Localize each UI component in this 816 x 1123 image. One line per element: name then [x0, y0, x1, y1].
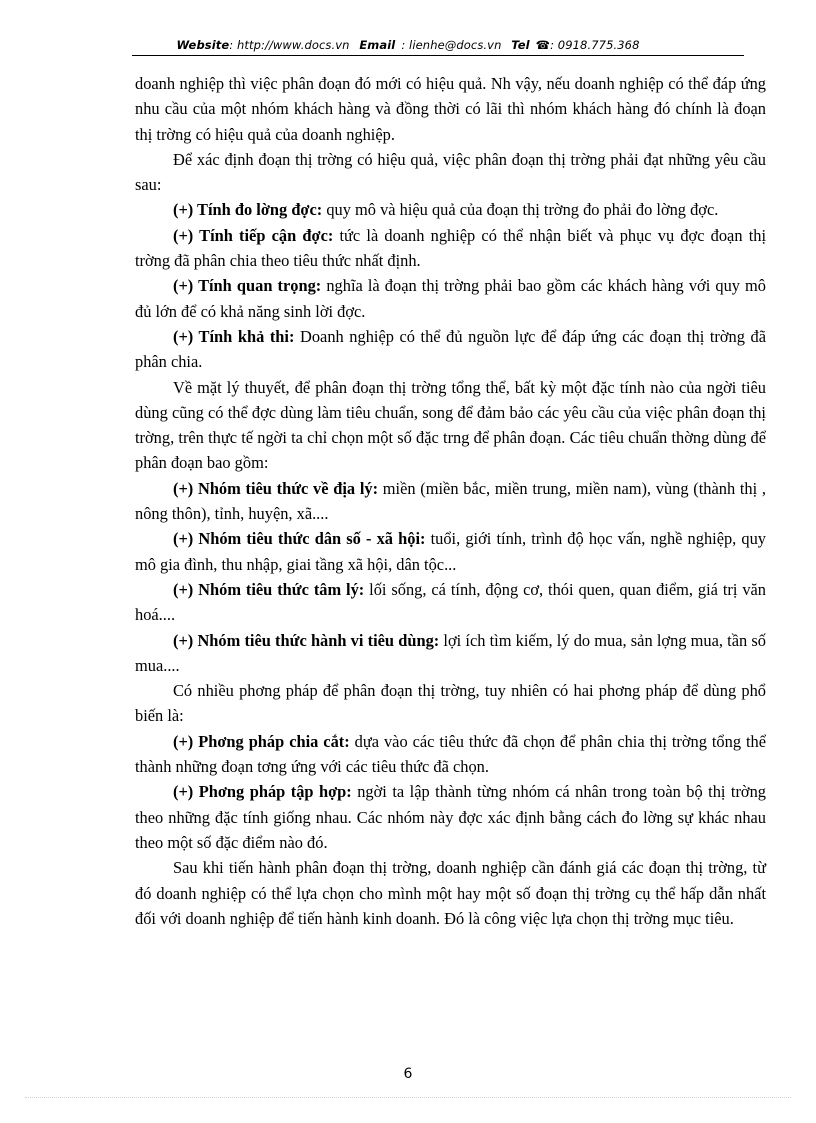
footer-divider: [25, 1097, 791, 1098]
list-item: [135, 324, 766, 375]
list-item: [135, 729, 766, 780]
phone-icon: ☎: [535, 38, 551, 52]
header-divider: [132, 55, 744, 56]
paragraph-text: doanh nghiệp thì việc phân đoạn đó mới có hiệu quả. Nh vậy, nếu doanh nghiệp có thể đáp ứng nhu cầu của một nhóm khách hàng và đồng thời có lãi thì nhóm khách hàng đó chính là đoạn thị trờng có hiệu quả của doanh nghiệp.: [135, 74, 766, 144]
list-item: [135, 577, 766, 628]
list-item: [135, 476, 766, 527]
paragraph: [135, 147, 766, 198]
list-item-title: (+) Nhóm tiêu thức dân số - xã hội:: [173, 529, 426, 549]
list-item-title: (+) Phơng pháp chia cắt:: [173, 731, 350, 751]
list-item-text: tuổi, giới tính, trình độ học vấn, nghề nghiệp, quy mô gia đình, thu nhập, giai tầng xã hội, dân tộc...: [135, 529, 766, 574]
list-item: [135, 197, 766, 222]
list-item-title: (+) Tính tiếp cận đợc:: [173, 225, 334, 245]
list-item-title: (+) Tính quan trọng:: [173, 276, 322, 296]
list-item-title: (+) Tính khả thi:: [173, 326, 295, 346]
page-header: [0, 38, 816, 52]
list-item-title: (+) Phơng pháp tập hợp:: [173, 782, 352, 802]
email-value: : lienhe@docs.vn: [401, 38, 502, 52]
list-item: [135, 628, 766, 679]
list-item-title: (+) Nhóm tiêu thức hành vi tiêu dùng:: [173, 630, 440, 650]
list-item-text: ngời ta lập thành từng nhóm cá nhân trong toàn bộ thị trờng theo những đặc tính giống nhau. Các nhóm này đợc xác định bằng cách đo lờng sự khác nhau theo một số đặc điểm nào đó.: [135, 782, 766, 852]
list-item-title: (+) Nhóm tiêu thức tâm lý:: [173, 579, 365, 599]
document-body: [135, 71, 766, 931]
email-label: Email: [359, 38, 396, 52]
tel-label: Tel: [511, 38, 530, 52]
list-item-text: lợi ích tìm kiếm, lý do mua, sản lợng mua, tần số mua....: [135, 630, 766, 675]
list-item-text: tức là doanh nghiệp có thể nhận biết và phục vụ đợc đoạn thị trờng đã phân chia theo tiêu thức nhất định.: [135, 225, 766, 271]
list-item-text: dựa vào các tiêu thức đã chọn để phân chia thị trờng tổng thể thành những đoạn tơng ứng với các tiêu thức đã chọn.: [135, 731, 767, 777]
list-item-title: (+) Nhóm tiêu thức về địa lý:: [173, 478, 379, 498]
website-value: : http://www.docs.vn: [229, 38, 350, 52]
paragraph-text: Để xác định đoạn thị trờng có hiệu quả, việc phân đoạn thị trờng phải đạt những yêu cầu sau:: [135, 149, 766, 195]
list-item-text: lối sống, cá tính, động cơ, thói quen, quan điểm, giá trị văn hoá....: [135, 579, 766, 625]
list-item: [135, 779, 766, 855]
list-item: [135, 273, 766, 324]
paragraph: [135, 71, 766, 147]
list-item-title: (+) Tính đo lờng đợc:: [173, 200, 323, 220]
list-item-text: miền (miền bắc, miền trung, miền nam), vùng (thành thị , nông thôn), tỉnh, huyện, xã....: [135, 478, 766, 524]
list-item-text: Doanh nghiệp có thể đủ nguồn lực để đáp ứng các đoạn thị trờng đã phân chia.: [135, 326, 766, 372]
paragraph-text: Sau khi tiến hành phân đoạn thị trờng, doanh nghiệp cần đánh giá các đoạn thị trờng, từ đó doanh nghiệp có thể lựa chọn cho mình một hay một số đoạn thị trờng cụ thể hấp dẫn nhất đối với doanh nghiệp để tiến hành kinh doanh. Đó là công việc lựa chọn thị trờng mục tiêu.: [135, 858, 766, 928]
paragraph-text: Về mặt lý thuyết, để phân đoạn thị trờng tổng thể, bất kỳ một đặc tính nào của ngời tiêu dùng cũng có thể đợc dùng làm tiêu chuẩn, song để đảm bảo các yêu cầu của việc phân đoạn thị trờng, trên thực tế ngời ta chỉ chọn một số đặc trng để phân đoạn. Các tiêu chuẩn thờng dùng để phân đoạn bao gồm:: [135, 377, 766, 473]
paragraph-text: Có nhiều phơng pháp để phân đoạn thị trờng, tuy nhiên có hai phơng pháp để dùng phổ biến là:: [135, 681, 766, 726]
list-item-text: nghĩa là đoạn thị trờng phải bao gồm các khách hàng với quy mô đủ lớn để có khả năng sinh lời đợc.: [135, 276, 767, 321]
paragraph: [135, 855, 766, 931]
list-item: [135, 526, 766, 577]
list-item: [135, 223, 766, 274]
website-label: Website: [176, 38, 230, 52]
tel-value: : 0918.775.368: [550, 38, 640, 52]
page-number: 6: [403, 1066, 413, 1082]
paragraph: [135, 678, 766, 729]
paragraph: [135, 375, 766, 476]
list-item-text: quy mô và hiệu quả của đoạn thị trờng đo phải đo lờng đợc.: [322, 200, 719, 220]
